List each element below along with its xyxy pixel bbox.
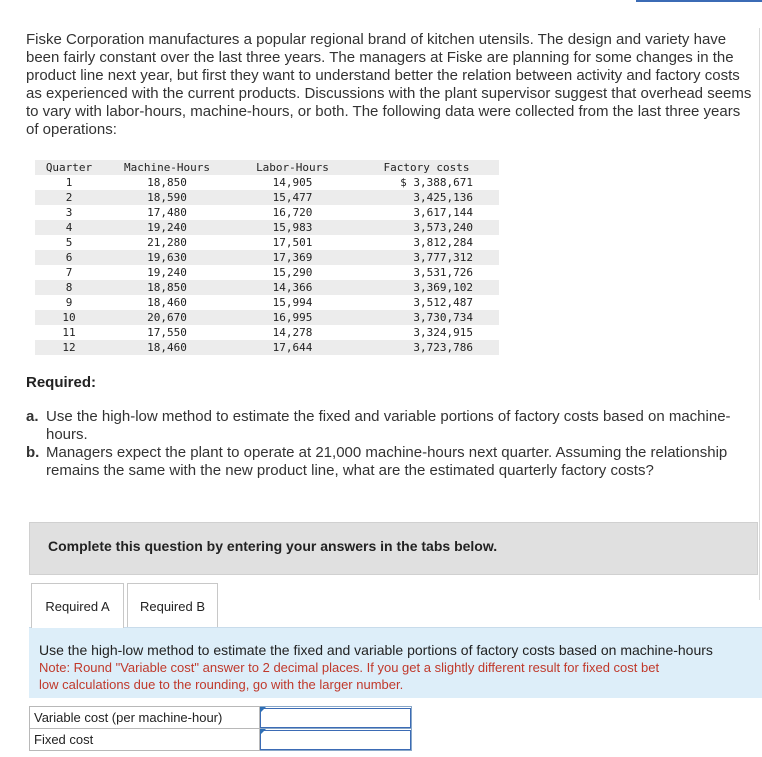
table-row (35, 205, 499, 220)
cell-machine-hours: 18,460 (147, 296, 187, 309)
cell-quarter: 2 (35, 190, 103, 205)
table-row (35, 325, 499, 340)
cell-factory-costs: 3,730,734 (354, 310, 499, 325)
cell-machine-hours: 21,280 (147, 236, 187, 249)
complete-question-text: Complete this question by entering your answers in the tabs below. (48, 538, 498, 554)
problem-intro: Fiske Corporation manufactures a popular regional brand of kitchen utensils. The design and variety have been fairly constant over the last three years. The managers at Fiske are planning for some changes in the product line next year, but first they want to understand better the relation between activity and factory costs as experienced with the current products. Discussions with the plant supervisor suggest that overhead seems to vary with labor-hours, machine-hours, or both. The following data were collected from the last three years of operations: (26, 31, 752, 138)
required-heading: Required: (26, 374, 97, 391)
cell-factory-costs: 3,369,102 (354, 280, 499, 295)
cell-factory-costs: 3,512,487 (413, 296, 473, 309)
cell-machine-hours: 19,240 (147, 266, 187, 279)
cell-quarter: 6 (35, 250, 103, 265)
cell-factory-costs: 3,777,312 (354, 250, 499, 265)
cell-quarter: 12 (35, 340, 103, 355)
cell-quarter: 11 (62, 326, 76, 339)
table-row (35, 235, 499, 250)
cell-machine-hours: 18,850 (103, 280, 231, 295)
cell-labor-hours: 14,905 (272, 176, 313, 189)
fixed-cost-label: Fixed cost (30, 729, 260, 751)
instructions-panel (29, 627, 762, 698)
cell-machine-hours: 20,670 (103, 310, 231, 325)
cell-factory-costs: 3,812,284 (413, 236, 473, 249)
required-letter: a. (26, 408, 39, 425)
header-machine-hours: Machine-Hours (103, 160, 231, 175)
right-divider (759, 28, 760, 600)
tab-label: Required B (139, 598, 206, 614)
fixed-cost-input[interactable] (260, 730, 411, 750)
required-list (26, 408, 738, 480)
answer-row-variable-cost (30, 707, 412, 729)
variable-cost-input[interactable] (260, 708, 411, 728)
tab-required-b[interactable] (127, 583, 218, 628)
cell-machine-hours: 18,460 (103, 340, 231, 355)
cell-labor-hours: 17,644 (231, 340, 354, 355)
data-table (35, 160, 499, 355)
variable-cost-cell (260, 707, 412, 729)
cell-quarter: 5 (65, 236, 73, 249)
cell-labor-hours: 16,995 (231, 310, 354, 325)
required-item-b (26, 444, 738, 480)
cell-factory-costs: 3,531,726 (413, 266, 473, 279)
header-factory-costs: Factory costs (354, 160, 499, 175)
table-row (35, 295, 499, 310)
fixed-cost-cell (260, 729, 412, 751)
tab-label: Required A (45, 598, 110, 614)
cell-quarter: 1 (65, 176, 73, 189)
cell-labor-hours: 15,983 (231, 220, 354, 235)
answer-table (29, 706, 412, 751)
note-line: Note: Round "Variable cost" answer to 2 decimal places. If you get a slightly different result for fixed cost bet (39, 660, 660, 675)
cell-machine-hours: 18,590 (103, 190, 231, 205)
table-row (35, 340, 499, 355)
instructions-note (39, 659, 761, 693)
table-row (35, 265, 499, 280)
cell-factory-costs: 3,617,144 (413, 206, 473, 219)
cell-machine-hours: 18,850 (147, 176, 187, 189)
cell-factory-costs: 3,425,136 (354, 190, 499, 205)
cell-factory-costs: 3,573,240 (354, 220, 499, 235)
cell-labor-hours: 14,278 (272, 326, 313, 339)
cell-factory-costs: 3,723,786 (354, 340, 499, 355)
instructions-text: Use the high-low method to estimate the fixed and variable portions of factory costs based on machine-hours (39, 642, 713, 658)
table-header-row (35, 160, 499, 175)
cell-quarter: 3 (65, 206, 73, 219)
cell-labor-hours: 17,369 (231, 250, 354, 265)
cell-machine-hours: 17,550 (147, 326, 187, 339)
required-text: Use the high-low method to estimate the fixed and variable portions of factory costs based on machine-hours. (46, 408, 731, 443)
required-letter: b. (26, 444, 40, 461)
cell-machine-hours: 17,480 (147, 206, 187, 219)
cell-labor-hours: 15,477 (231, 190, 354, 205)
cell-quarter: 9 (65, 296, 73, 309)
input-marker-icon (260, 707, 266, 713)
required-text: Managers expect the plant to operate at 21,000 machine-hours next quarter. Assuming the relationship remains the same with the new product line, what are the estimated quarterly factory costs? (46, 444, 728, 479)
header-quarter: Quarter (35, 160, 103, 175)
table-row (35, 175, 499, 190)
cell-factory-costs: $ 3,388,671 (400, 176, 473, 189)
header-labor-hours: Labor-Hours (231, 160, 354, 175)
table-row (35, 220, 499, 235)
tab-required-a[interactable] (31, 583, 124, 628)
cell-machine-hours: 19,240 (103, 220, 231, 235)
note-line: low calculations due to the rounding, go with the larger number. (39, 677, 404, 692)
cell-quarter: 10 (35, 310, 103, 325)
cell-quarter: 7 (65, 266, 73, 279)
complete-question-banner (29, 522, 758, 575)
cell-labor-hours: 15,994 (272, 296, 313, 309)
cell-labor-hours: 14,366 (231, 280, 354, 295)
required-item-a (26, 408, 738, 444)
table-row (35, 250, 499, 265)
table-row (35, 310, 499, 325)
top-accent-bar (636, 0, 762, 2)
cell-labor-hours: 15,290 (272, 266, 313, 279)
variable-cost-label: Variable cost (per machine-hour) (30, 707, 260, 729)
cell-labor-hours: 16,720 (272, 206, 313, 219)
cell-factory-costs: 3,324,915 (413, 326, 473, 339)
cell-labor-hours: 17,501 (272, 236, 313, 249)
cell-machine-hours: 19,630 (103, 250, 231, 265)
table-row (35, 280, 499, 295)
input-marker-icon (260, 729, 266, 735)
cell-quarter: 4 (35, 220, 103, 235)
table-row (35, 190, 499, 205)
cell-quarter: 8 (35, 280, 103, 295)
answer-row-fixed-cost (30, 729, 412, 751)
